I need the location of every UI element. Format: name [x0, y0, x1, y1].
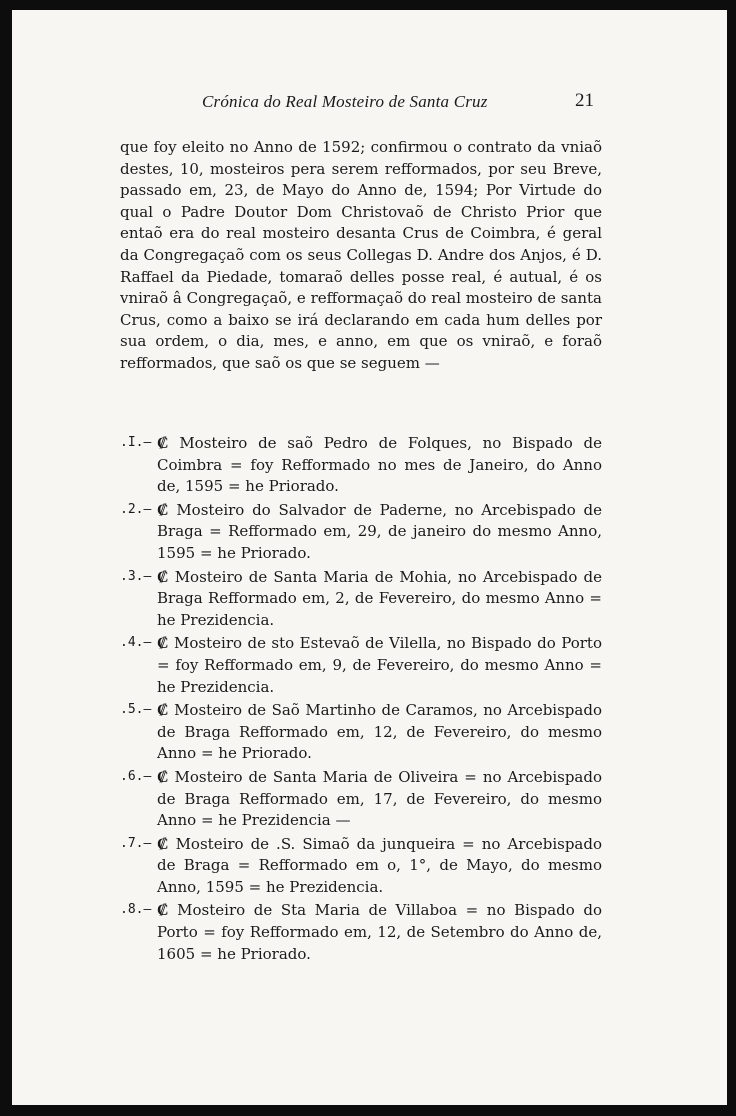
list-item	[120, 566, 602, 632]
paragraph-mark-icon: ₡	[157, 766, 169, 786]
book-page	[12, 10, 727, 1105]
intro-paragraph	[120, 137, 602, 375]
entry-text: Mosteiro de .S. Simaõ da junqueira = no Arcebispado de Braga = Refformado em o, 1°, de Mayo, do mesmo Anno, 1595 = he Prezidencia.	[157, 834, 602, 896]
entry-number: .2.—	[120, 501, 152, 517]
entry-number: .6.—	[120, 768, 152, 784]
entry-number: .8.—	[120, 902, 152, 918]
list-item	[120, 766, 602, 832]
monastery-list	[120, 432, 602, 966]
running-header	[202, 88, 604, 120]
paragraph-mark-icon: ₡	[157, 499, 169, 519]
entry-number: .I.—	[120, 435, 152, 450]
paragraph-mark-icon: ₡	[157, 833, 169, 853]
paragraph-mark-icon: ₡	[157, 700, 169, 720]
paragraph-mark-icon: ₡	[157, 900, 169, 920]
entry-number: .3.—	[120, 568, 152, 584]
paragraph-mark-icon: ₡	[157, 566, 169, 586]
entry-text: Mosteiro de Sta Maria de Villaboa = no Bispado do Porto = foy Refformado em, 12, de Setembro do Anno de, 1605 = he Priorado.	[157, 901, 602, 963]
list-item	[120, 632, 602, 698]
entry-text: Mosteiro de Saõ Martinho de Caramos, no Arcebispado de Braga Refformado em, 12, de Fevereiro, do mesmo Anno = he Priorado.	[157, 701, 602, 763]
list-item	[120, 432, 602, 498]
entry-text: Mosteiro de Santa Maria de Mohia, no Arcebispado de Braga Refformado em, 2, de Fevereiro, do mesmo Anno = he Prezidencia.	[157, 567, 602, 629]
entry-text: Mosteiro de saõ Pedro de Folques, no Bispado de Coimbra = foy Refformado no mes de Janeiro, do Anno de, 1595 = he Priorado.	[157, 434, 602, 496]
entry-number: .5.—	[120, 702, 152, 718]
paragraph-mark-icon: ₡	[157, 633, 169, 653]
entry-number: .4.—	[120, 635, 152, 651]
entry-text: Mosteiro do Salvador de Paderne, no Arcebispado de Braga = Refformado em, 29, de janeiro do mesmo Anno, 1595 = he Priorado.	[157, 500, 602, 562]
page-number: 21	[575, 90, 594, 111]
list-item	[120, 899, 602, 965]
list-item	[120, 699, 602, 765]
list-item	[120, 499, 602, 565]
paragraph-mark-icon: ₡	[157, 433, 169, 452]
list-item	[120, 833, 602, 899]
entry-number: .7.—	[120, 835, 152, 851]
intro-text: que foy eleito no Anno de 1592; confirmou o contrato da vniaõ destes, 10, mosteiros pera serem refformados, por seu Breve, passado em, 23, de Mayo do Anno de, 1594; Por Virtude do qual o Padre Doutor Dom Christovaõ de Christo Prior que entaõ era do real mosteiro desanta Crus de Coimbra, é geral da Congregaçaõ com os seus Collegas D. Andre dos Anjos, é D. Raffael da Piedade, tomaraõ delles posse real, é autual, é os vniraõ â Congregaçaõ, e refformaçaõ do real mosteiro de santa Crus, como a baixo se irá declarando em cada hum delles por sua ordem, o dia, mes, e anno, em que os vniraõ, e foraõ refformados, que saõ os que se seguem —	[120, 138, 602, 372]
entry-text: Mosteiro de Santa Maria de Oliveira = no Arcebispado de Braga Refformado em, 17, de Fevereiro, do mesmo Anno = he Prezidencia —	[157, 767, 603, 830]
entry-text: Mosteiro de sto Estevaõ de Vilella, no Bispado do Porto = foy Refformado em, 9, de Fevereiro, do mesmo Anno = he Prezidencia.	[157, 634, 602, 696]
running-title: Crónica do Real Mosteiro de Santa Cruz	[202, 92, 488, 111]
